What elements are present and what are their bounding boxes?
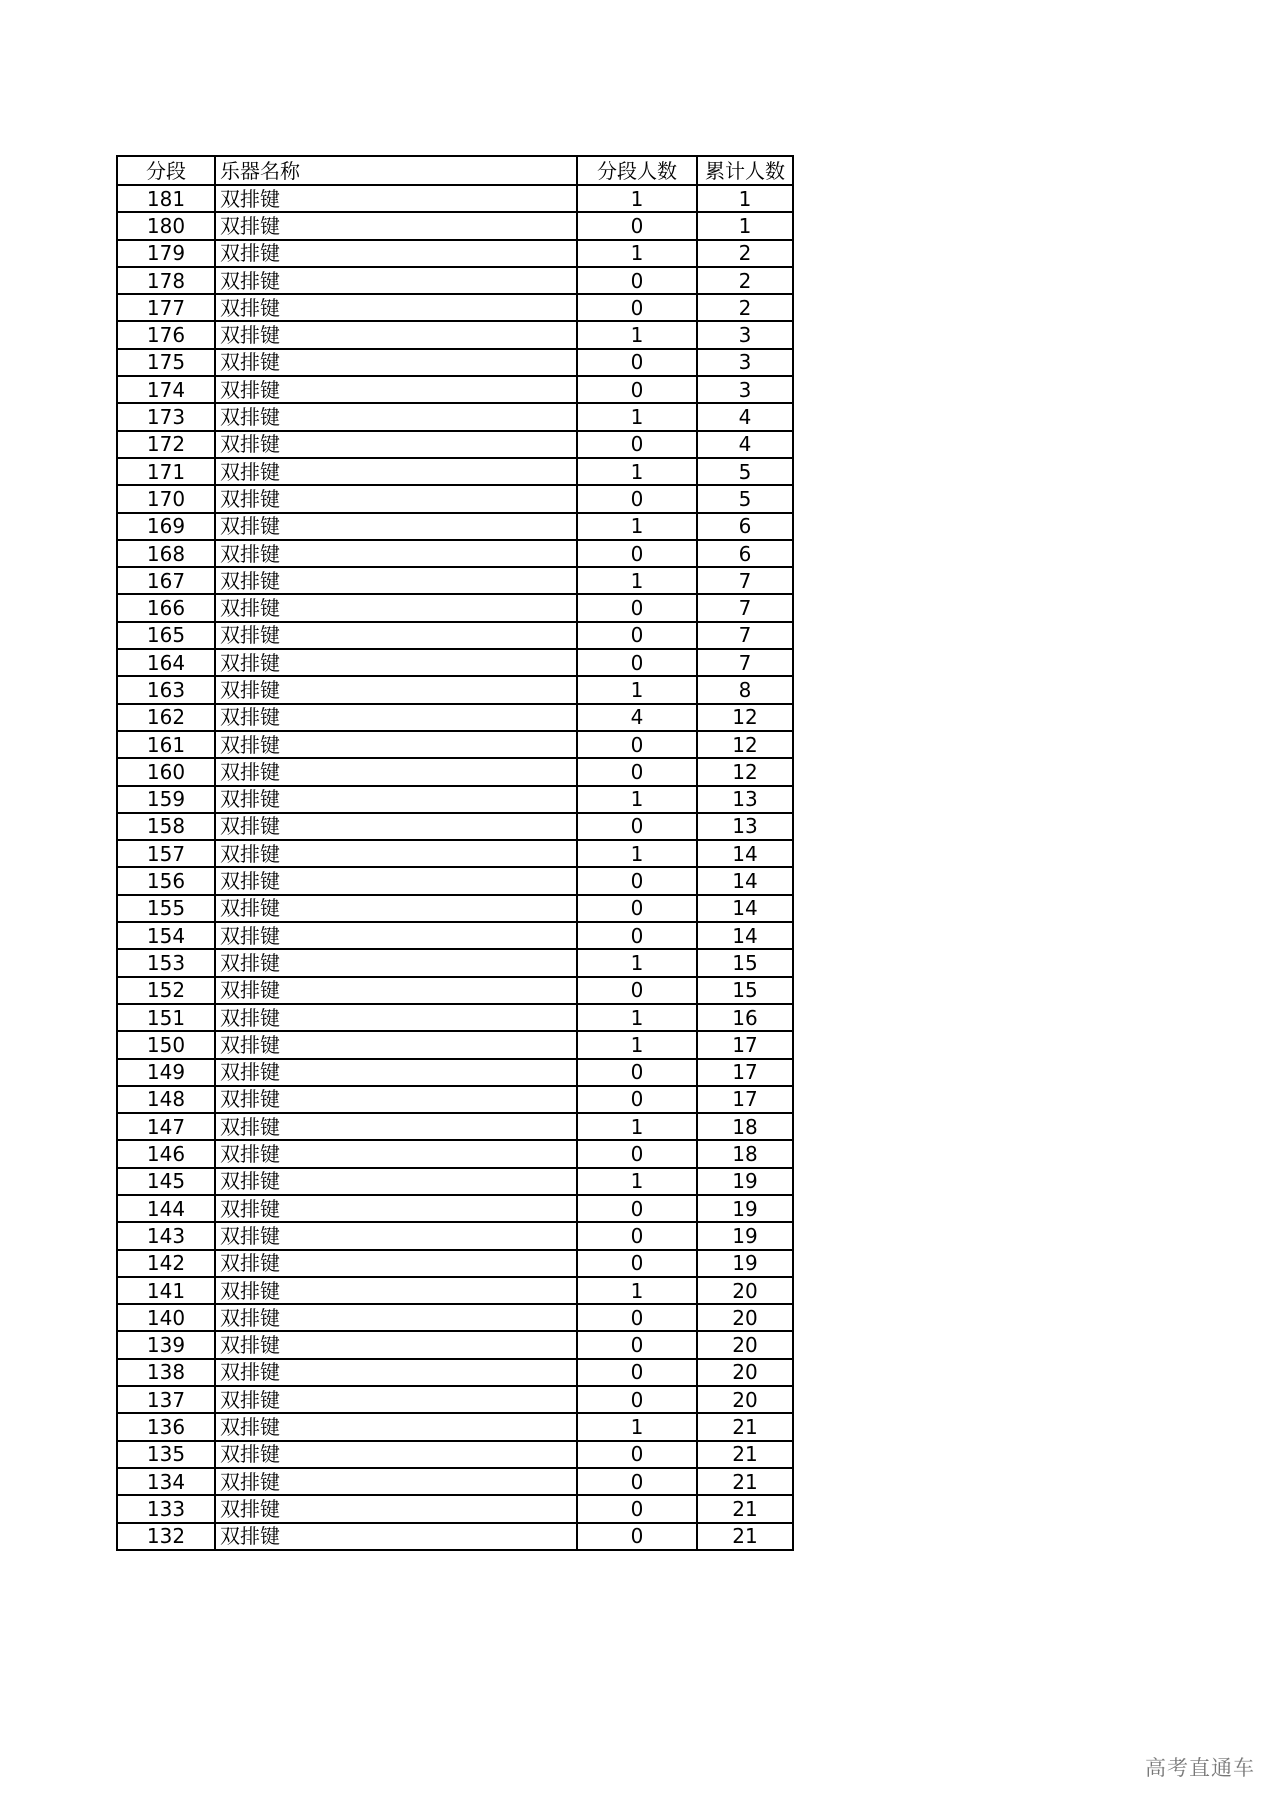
segment-count-cell: 0 [577, 431, 697, 458]
cumulative-count-cell: 20 [697, 1359, 793, 1386]
cumulative-count-cell: 14 [697, 922, 793, 949]
table-row [117, 786, 793, 813]
table-row [117, 321, 793, 348]
instrument-cell: 双排键 [215, 867, 577, 894]
instrument-cell: 双排键 [215, 813, 577, 840]
cumulative-count-cell: 20 [697, 1331, 793, 1358]
segment-cell: 162 [117, 704, 215, 731]
table-row [117, 1250, 793, 1277]
segment-cell: 148 [117, 1086, 215, 1113]
segment-count-cell: 1 [577, 1031, 697, 1058]
segment-count-cell: 0 [577, 1359, 697, 1386]
segment-cell: 164 [117, 649, 215, 676]
segment-count-cell: 0 [577, 1523, 697, 1550]
cumulative-count-cell: 19 [697, 1250, 793, 1277]
segment-count-cell: 1 [577, 403, 697, 430]
instrument-cell: 双排键 [215, 949, 577, 976]
segment-count-cell: 1 [577, 240, 697, 267]
cumulative-count-cell: 5 [697, 485, 793, 512]
cumulative-count-cell: 21 [697, 1468, 793, 1495]
segment-cell: 146 [117, 1140, 215, 1167]
segment-count-cell: 0 [577, 349, 697, 376]
segment-cell: 136 [117, 1413, 215, 1440]
segment-count-cell: 1 [577, 1113, 697, 1140]
segment-cell: 177 [117, 294, 215, 321]
table-row [117, 240, 793, 267]
segment-cell: 133 [117, 1495, 215, 1522]
instrument-cell: 双排键 [215, 1331, 577, 1358]
table-body [117, 185, 793, 1550]
segment-cell: 178 [117, 267, 215, 294]
table-row [117, 594, 793, 621]
segment-cell: 132 [117, 1523, 215, 1550]
segment-count-cell: 0 [577, 731, 697, 758]
table-row [117, 895, 793, 922]
segment-count-cell: 0 [577, 1495, 697, 1522]
cumulative-count-cell: 6 [697, 513, 793, 540]
cumulative-count-cell: 21 [697, 1495, 793, 1522]
instrument-cell: 双排键 [215, 567, 577, 594]
segment-cell: 150 [117, 1031, 215, 1058]
instrument-cell: 双排键 [215, 212, 577, 239]
segment-cell: 179 [117, 240, 215, 267]
table-row [117, 1441, 793, 1468]
cumulative-count-cell: 1 [697, 185, 793, 212]
table-row [117, 867, 793, 894]
cumulative-count-cell: 7 [697, 622, 793, 649]
segment-count-cell: 1 [577, 840, 697, 867]
segment-count-cell: 1 [577, 321, 697, 348]
segment-cell: 134 [117, 1468, 215, 1495]
table-row [117, 1086, 793, 1113]
segment-cell: 173 [117, 403, 215, 430]
segment-count-cell: 1 [577, 1168, 697, 1195]
table-row [117, 1195, 793, 1222]
segment-cell: 151 [117, 1004, 215, 1031]
instrument-cell: 双排键 [215, 895, 577, 922]
segment-cell: 135 [117, 1441, 215, 1468]
segment-count-cell: 4 [577, 704, 697, 731]
cumulative-count-cell: 20 [697, 1277, 793, 1304]
instrument-cell: 双排键 [215, 485, 577, 512]
instrument-cell: 双排键 [215, 1222, 577, 1249]
segment-count-cell: 0 [577, 922, 697, 949]
segment-count-cell: 0 [577, 622, 697, 649]
cumulative-count-cell: 17 [697, 1031, 793, 1058]
segment-count-cell: 0 [577, 540, 697, 567]
table-row [117, 1059, 793, 1086]
cumulative-count-cell: 18 [697, 1113, 793, 1140]
segment-cell: 144 [117, 1195, 215, 1222]
segment-count-cell: 0 [577, 294, 697, 321]
cumulative-count-cell: 2 [697, 240, 793, 267]
segment-count-cell: 0 [577, 212, 697, 239]
instrument-cell: 双排键 [215, 1031, 577, 1058]
segment-count-cell: 0 [577, 594, 697, 621]
cumulative-count-cell: 15 [697, 949, 793, 976]
header-cumulative-count: 累计人数 [697, 156, 793, 185]
segment-cell: 167 [117, 567, 215, 594]
instrument-cell: 双排键 [215, 376, 577, 403]
instrument-cell: 双排键 [215, 1441, 577, 1468]
table-row [117, 485, 793, 512]
segment-cell: 172 [117, 431, 215, 458]
segment-cell: 156 [117, 867, 215, 894]
segment-cell: 149 [117, 1059, 215, 1086]
segment-count-cell: 0 [577, 1331, 697, 1358]
segment-cell: 152 [117, 977, 215, 1004]
segment-cell: 160 [117, 758, 215, 785]
instrument-cell: 双排键 [215, 513, 577, 540]
segment-cell: 175 [117, 349, 215, 376]
table-row [117, 704, 793, 731]
instrument-cell: 双排键 [215, 1140, 577, 1167]
score-distribution-table [116, 155, 794, 1551]
table-row [117, 567, 793, 594]
segment-cell: 140 [117, 1304, 215, 1331]
instrument-cell: 双排键 [215, 349, 577, 376]
cumulative-count-cell: 20 [697, 1304, 793, 1331]
table-row [117, 1140, 793, 1167]
cumulative-count-cell: 5 [697, 458, 793, 485]
table-row [117, 1523, 793, 1550]
cumulative-count-cell: 20 [697, 1386, 793, 1413]
instrument-cell: 双排键 [215, 922, 577, 949]
instrument-cell: 双排键 [215, 1086, 577, 1113]
table-row [117, 1495, 793, 1522]
instrument-cell: 双排键 [215, 1386, 577, 1413]
table-row [117, 349, 793, 376]
instrument-cell: 双排键 [215, 1495, 577, 1522]
cumulative-count-cell: 19 [697, 1222, 793, 1249]
header-instrument-name: 乐器名称 [215, 156, 577, 185]
cumulative-count-cell: 21 [697, 1441, 793, 1468]
segment-count-cell: 0 [577, 867, 697, 894]
table-row [117, 813, 793, 840]
instrument-cell: 双排键 [215, 1523, 577, 1550]
segment-cell: 142 [117, 1250, 215, 1277]
table-row [117, 676, 793, 703]
segment-count-cell: 0 [577, 1304, 697, 1331]
table-row [117, 1304, 793, 1331]
segment-cell: 166 [117, 594, 215, 621]
table-row [117, 1359, 793, 1386]
table-row [117, 212, 793, 239]
table-row [117, 1031, 793, 1058]
instrument-cell: 双排键 [215, 1168, 577, 1195]
segment-cell: 153 [117, 949, 215, 976]
table-row [117, 1331, 793, 1358]
segment-cell: 145 [117, 1168, 215, 1195]
instrument-cell: 双排键 [215, 731, 577, 758]
segment-cell: 176 [117, 321, 215, 348]
instrument-cell: 双排键 [215, 431, 577, 458]
segment-count-cell: 0 [577, 1222, 697, 1249]
instrument-cell: 双排键 [215, 786, 577, 813]
cumulative-count-cell: 1 [697, 212, 793, 239]
segment-count-cell: 1 [577, 949, 697, 976]
segment-count-cell: 1 [577, 513, 697, 540]
segment-cell: 137 [117, 1386, 215, 1413]
cumulative-count-cell: 4 [697, 403, 793, 430]
cumulative-count-cell: 3 [697, 321, 793, 348]
cumulative-count-cell: 14 [697, 840, 793, 867]
instrument-cell: 双排键 [215, 977, 577, 1004]
table-row [117, 185, 793, 212]
cumulative-count-cell: 7 [697, 567, 793, 594]
cumulative-count-cell: 2 [697, 267, 793, 294]
table-row [117, 1468, 793, 1495]
instrument-cell: 双排键 [215, 840, 577, 867]
segment-cell: 157 [117, 840, 215, 867]
segment-cell: 180 [117, 212, 215, 239]
table-row [117, 267, 793, 294]
segment-count-cell: 0 [577, 649, 697, 676]
segment-cell: 169 [117, 513, 215, 540]
table-row [117, 1222, 793, 1249]
segment-count-cell: 1 [577, 458, 697, 485]
instrument-cell: 双排键 [215, 1359, 577, 1386]
table-row [117, 649, 793, 676]
segment-count-cell: 0 [577, 267, 697, 294]
segment-cell: 147 [117, 1113, 215, 1140]
table-header-row [117, 156, 793, 185]
segment-count-cell: 0 [577, 376, 697, 403]
header-segment: 分段 [117, 156, 215, 185]
segment-count-cell: 1 [577, 567, 697, 594]
table-row [117, 949, 793, 976]
instrument-cell: 双排键 [215, 185, 577, 212]
segment-cell: 143 [117, 1222, 215, 1249]
header-segment-count: 分段人数 [577, 156, 697, 185]
segment-count-cell: 0 [577, 1468, 697, 1495]
instrument-cell: 双排键 [215, 649, 577, 676]
instrument-cell: 双排键 [215, 1468, 577, 1495]
table-row [117, 1004, 793, 1031]
table-row [117, 622, 793, 649]
cumulative-count-cell: 14 [697, 867, 793, 894]
segment-count-cell: 0 [577, 1250, 697, 1277]
instrument-cell: 双排键 [215, 267, 577, 294]
cumulative-count-cell: 13 [697, 786, 793, 813]
segment-count-cell: 0 [577, 485, 697, 512]
instrument-cell: 双排键 [215, 758, 577, 785]
segment-count-cell: 1 [577, 676, 697, 703]
segment-cell: 171 [117, 458, 215, 485]
instrument-cell: 双排键 [215, 403, 577, 430]
segment-cell: 168 [117, 540, 215, 567]
instrument-cell: 双排键 [215, 704, 577, 731]
cumulative-count-cell: 17 [697, 1086, 793, 1113]
watermark: 高考直通车 [1145, 1756, 1255, 1780]
segment-count-cell: 1 [577, 786, 697, 813]
table-row [117, 513, 793, 540]
segment-cell: 170 [117, 485, 215, 512]
cumulative-count-cell: 7 [697, 649, 793, 676]
segment-count-cell: 0 [577, 1441, 697, 1468]
table-row [117, 1113, 793, 1140]
instrument-cell: 双排键 [215, 294, 577, 321]
cumulative-count-cell: 17 [697, 1059, 793, 1086]
cumulative-count-cell: 3 [697, 349, 793, 376]
segment-count-cell: 0 [577, 895, 697, 922]
table-row [117, 458, 793, 485]
cumulative-count-cell: 12 [697, 758, 793, 785]
instrument-cell: 双排键 [215, 1004, 577, 1031]
segment-cell: 158 [117, 813, 215, 840]
cumulative-count-cell: 7 [697, 594, 793, 621]
cumulative-count-cell: 21 [697, 1523, 793, 1550]
segment-cell: 174 [117, 376, 215, 403]
segment-cell: 181 [117, 185, 215, 212]
cumulative-count-cell: 13 [697, 813, 793, 840]
instrument-cell: 双排键 [215, 458, 577, 485]
cumulative-count-cell: 12 [697, 731, 793, 758]
table-row [117, 922, 793, 949]
segment-cell: 155 [117, 895, 215, 922]
segment-count-cell: 1 [577, 1004, 697, 1031]
table-row [117, 294, 793, 321]
segment-count-cell: 0 [577, 1086, 697, 1113]
segment-cell: 165 [117, 622, 215, 649]
table-row [117, 1277, 793, 1304]
instrument-cell: 双排键 [215, 594, 577, 621]
cumulative-count-cell: 18 [697, 1140, 793, 1167]
table-row [117, 1168, 793, 1195]
segment-cell: 139 [117, 1331, 215, 1358]
cumulative-count-cell: 21 [697, 1413, 793, 1440]
instrument-cell: 双排键 [215, 321, 577, 348]
instrument-cell: 双排键 [215, 676, 577, 703]
cumulative-count-cell: 4 [697, 431, 793, 458]
segment-count-cell: 0 [577, 758, 697, 785]
segment-count-cell: 0 [577, 1195, 697, 1222]
segment-cell: 154 [117, 922, 215, 949]
instrument-cell: 双排键 [215, 1059, 577, 1086]
cumulative-count-cell: 12 [697, 704, 793, 731]
segment-cell: 138 [117, 1359, 215, 1386]
segment-count-cell: 1 [577, 1277, 697, 1304]
table-row [117, 403, 793, 430]
segment-cell: 159 [117, 786, 215, 813]
instrument-cell: 双排键 [215, 1304, 577, 1331]
table-row [117, 840, 793, 867]
cumulative-count-cell: 19 [697, 1168, 793, 1195]
segment-count-cell: 1 [577, 185, 697, 212]
segment-cell: 141 [117, 1277, 215, 1304]
table-row [117, 431, 793, 458]
segment-cell: 163 [117, 676, 215, 703]
table-row [117, 1413, 793, 1440]
cumulative-count-cell: 14 [697, 895, 793, 922]
instrument-cell: 双排键 [215, 240, 577, 267]
table-row [117, 1386, 793, 1413]
table-row [117, 758, 793, 785]
cumulative-count-cell: 3 [697, 376, 793, 403]
cumulative-count-cell: 6 [697, 540, 793, 567]
segment-count-cell: 0 [577, 1140, 697, 1167]
instrument-cell: 双排键 [215, 1277, 577, 1304]
instrument-cell: 双排键 [215, 540, 577, 567]
instrument-cell: 双排键 [215, 622, 577, 649]
cumulative-count-cell: 19 [697, 1195, 793, 1222]
instrument-cell: 双排键 [215, 1195, 577, 1222]
table-row [117, 376, 793, 403]
cumulative-count-cell: 2 [697, 294, 793, 321]
cumulative-count-cell: 8 [697, 676, 793, 703]
instrument-cell: 双排键 [215, 1413, 577, 1440]
table-row [117, 977, 793, 1004]
segment-count-cell: 0 [577, 1059, 697, 1086]
table-row [117, 731, 793, 758]
segment-count-cell: 0 [577, 813, 697, 840]
instrument-cell: 双排键 [215, 1113, 577, 1140]
segment-count-cell: 0 [577, 1386, 697, 1413]
segment-count-cell: 0 [577, 977, 697, 1004]
cumulative-count-cell: 16 [697, 1004, 793, 1031]
cumulative-count-cell: 15 [697, 977, 793, 1004]
segment-count-cell: 1 [577, 1413, 697, 1440]
table-row [117, 540, 793, 567]
segment-cell: 161 [117, 731, 215, 758]
instrument-cell: 双排键 [215, 1250, 577, 1277]
